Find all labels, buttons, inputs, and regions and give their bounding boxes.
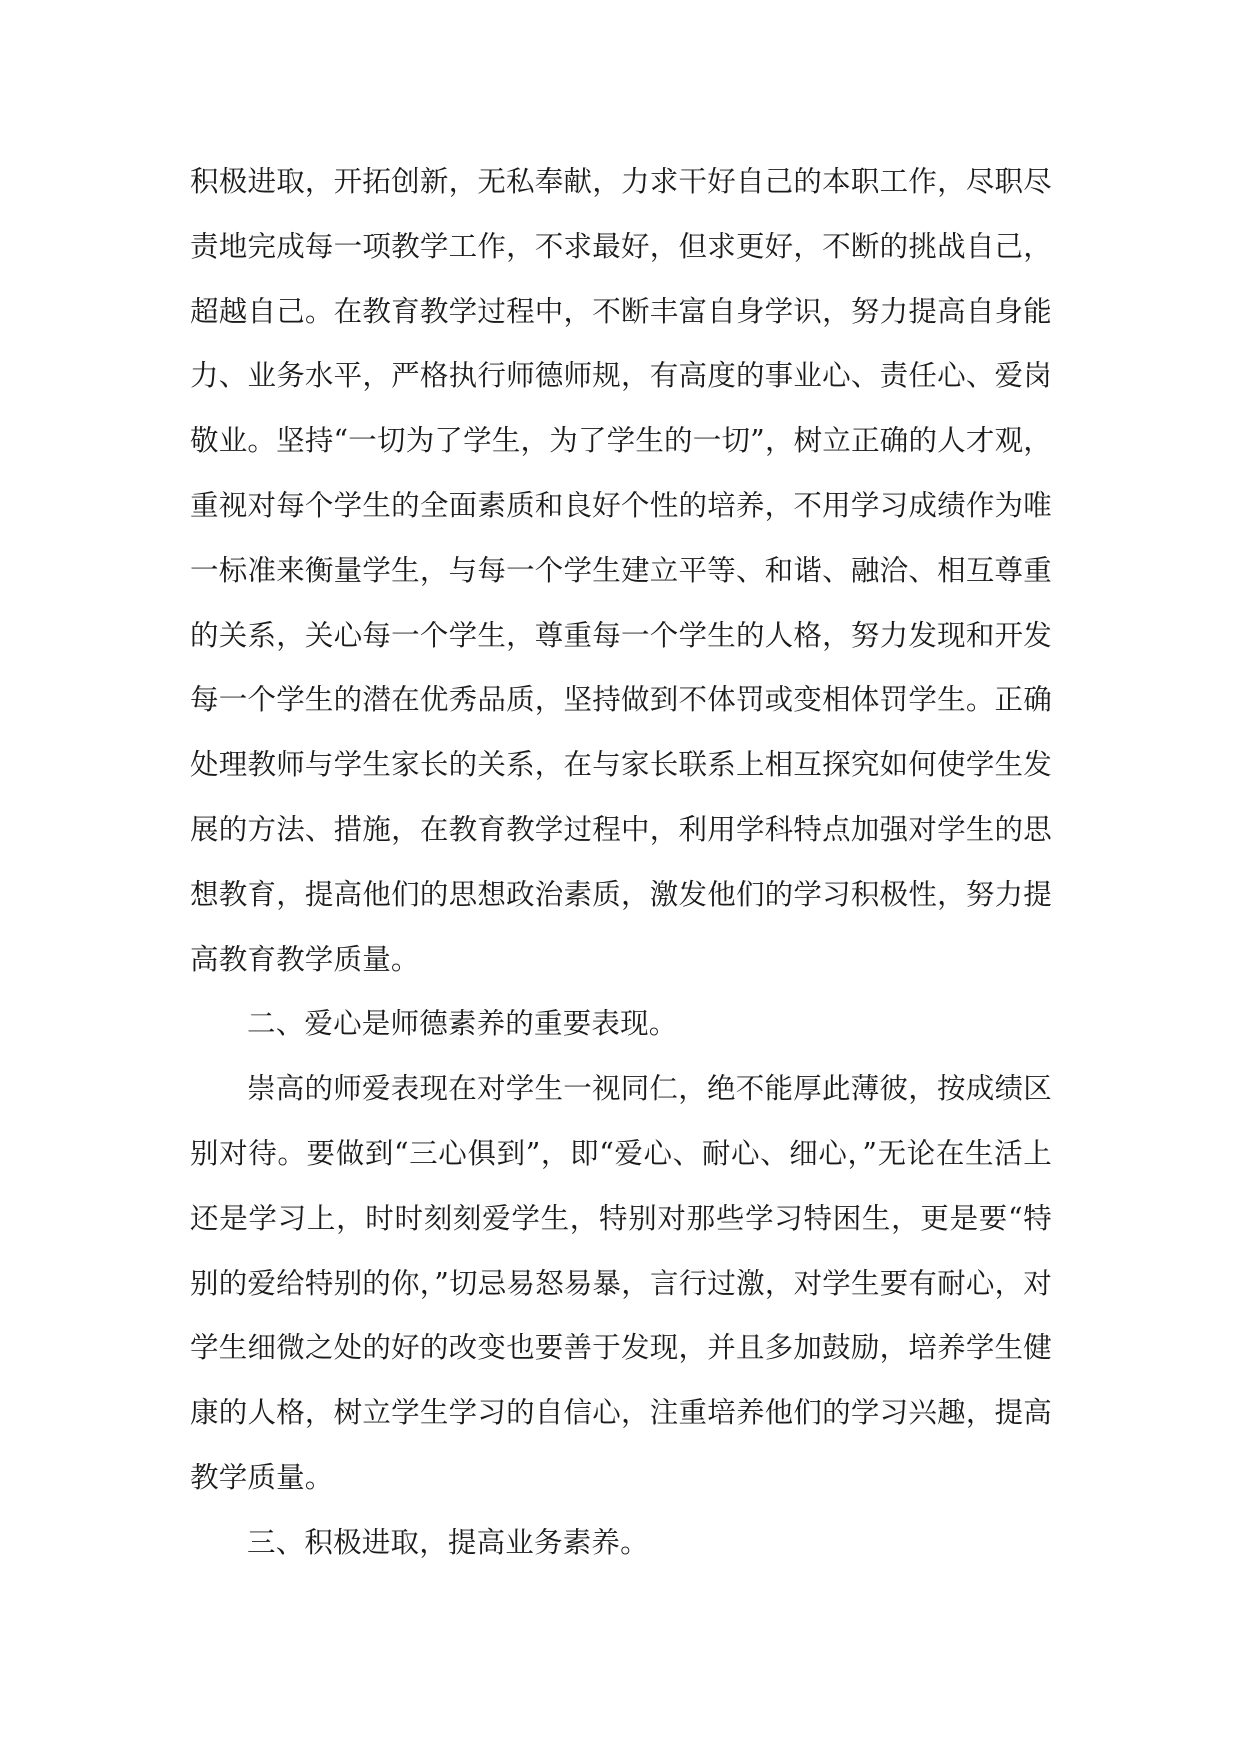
body-paragraph: 崇高的师爱表现在对学生一视同仁，绝不能厚此薄彼，按成绩区别对待。要做到“三心俱到”，即“爱心、耐心、细心，”无论在生活上还是学习上，时时刻刻爱学生，特别对那些学习特困生，更是要“特别的爱给特别的你，”切忌易怒易暴，言行过激，对学生要有耐心，对学生细微之处的好的改变也要善于发现，并且多加鼓励，培养学生健康的人格，树立学生学习的自信心，注重培养他们的学习兴趣，提高教学质量。: [190, 1072, 1052, 1494]
document-body: [190, 150, 1052, 1576]
section-heading: 二、爱心是师德素养的重要表现。: [247, 1007, 678, 1041]
section-heading: 三、积极进取，提高业务素养。: [247, 1525, 649, 1559]
body-paragraph: 积极进取，开拓创新，无私奉献，力求干好自己的本职工作，尽职尽责地完成每一项教学工作，不求最好，但求更好，不断的挑战自己，超越自己。在教育教学过程中，不断丰富自身学识，努力提高自身能力、业务水平，严格执行师德师规，有高度的事业心、责任心、爱岗敬业。坚持“一切为了学生，为了学生的一切”，树立正确的人才观，重视对每个学生的全面素质和良好个性的培养，不用学习成绩作为唯一标准来衡量学生，与每一个学生建立平等、和谐、融洽、相互尊重的关系，关心每一个学生，尊重每一个学生的人格，努力发现和开发每一个学生的潜在优秀品质，坚持做到不体罚或变相体罚学生。正确处理教师与学生家长的关系，在与家长联系上相互探究如何使学生发展的方法、措施，在教育教学过程中，利用学科特点加强对学生的思想教育，提高他们的思想政治素质，激发他们的学习积极性，努力提高教育教学质量。: [190, 165, 1052, 976]
